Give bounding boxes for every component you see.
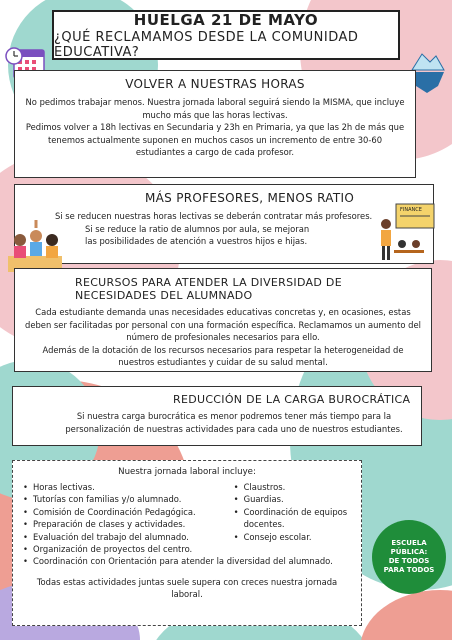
section-heading: VOLVER A NUESTRAS HORAS <box>125 77 305 91</box>
list-item: • Coordinación con Orientación para atender la diversidad del alumnado. <box>23 555 351 567</box>
list-item: • Evaluación del trabajo del alumnado. <box>23 531 224 543</box>
section-hours <box>14 70 416 178</box>
badge-line: DE TODOS <box>388 557 430 565</box>
section-paragraph: Si se reduce la ratio de alumnos por aula, se mejoran las posibilidades de atención a vuestros hijos e hijas. <box>85 223 310 246</box>
workday-left-column <box>23 481 224 555</box>
list-item: • Coordinación de equipos docentes. <box>234 506 351 531</box>
badge-line: PARA TODOS <box>383 566 435 574</box>
teacher-illustration <box>374 200 438 266</box>
list-item: • Consejo escolar. <box>234 531 351 543</box>
workday-columns <box>23 481 351 555</box>
list-item: • Guardias. <box>234 493 351 505</box>
list-item: • Horas lectivas. <box>23 481 224 493</box>
section-heading: MÁS PROFESORES, MENOS RATIO <box>145 191 355 205</box>
section-ratio <box>14 184 434 264</box>
section-paragraph: No pedimos trabajar menos. Nuestra jornada laboral seguirá siendo la MISMA, que incluye mucho más que las horas lectivas. <box>25 97 405 120</box>
workday-outro: Todas estas actividades juntas suele supera con creces nuestra jornada laboral. <box>36 576 338 599</box>
list-item: • Organización de proyectos del centro. <box>23 543 224 555</box>
section-heading: REDUCCIÓN DE LA CARGA BUROCRÁTICA <box>173 393 411 406</box>
workday-right-column <box>234 481 351 555</box>
list-item: • Claustros. <box>234 481 351 493</box>
section-paragraph: Pedimos volver a 18h lectivas en Secundaria y 23h en Primaria, ya que las 2h de más que tenemos actualmente suponen en muchos casos un incremento de entre 30-60 estudiantes a cargo de cada profesor. <box>25 122 405 157</box>
board-label: FINANCE <box>400 207 422 213</box>
workday-intro: Nuestra jornada laboral incluye: <box>118 467 256 477</box>
section-diversity <box>14 268 432 372</box>
list-item: • Preparación de clases y actividades. <box>23 518 224 530</box>
list-item: • Comisión de Coordinación Pedagógica. <box>23 506 224 518</box>
section-workday <box>12 460 362 626</box>
section-paragraph: Cada estudiante demanda unas necesidades educativas concretas y, en ocasiones, estas deben ser facilitadas por personal con una formación específica. Reclamamos un aumento del número de profesionales necesarios para ello. <box>25 307 421 342</box>
public-school-badge <box>372 520 446 594</box>
section-heading: RECURSOS PARA ATENDER LA DIVERSIDAD DE NECESIDADES DEL ALUMNADO <box>75 276 342 302</box>
title-box <box>52 10 400 60</box>
list-item: • Tutorías con familias y/o alumnado. <box>23 493 224 505</box>
page-title: HUELGA 21 DE MAYO <box>133 10 319 29</box>
section-paragraph: Además de la dotación de los recursos necesarios para respetar la heterogeneidad de nuestros estudiantes y cuidar de su salud mental. <box>42 344 404 367</box>
section-paragraph: Si nuestra carga burocrática es menor podremos tener más tiempo para la personalización de nuestras actividades para cada uno de nuestros estudiantes. <box>65 411 403 434</box>
page-subtitle: ¿QUÉ RECLAMAMOS DESDE LA COMUNIDAD EDUCATIVA? <box>54 29 359 60</box>
badge-line: ESCUELA PÚBLICA: <box>390 539 428 556</box>
background-blob <box>360 590 452 640</box>
section-bureaucracy <box>12 386 422 446</box>
section-paragraph: Si se reducen nuestras horas lectivas se deberán contratar más profesores. <box>55 211 373 221</box>
